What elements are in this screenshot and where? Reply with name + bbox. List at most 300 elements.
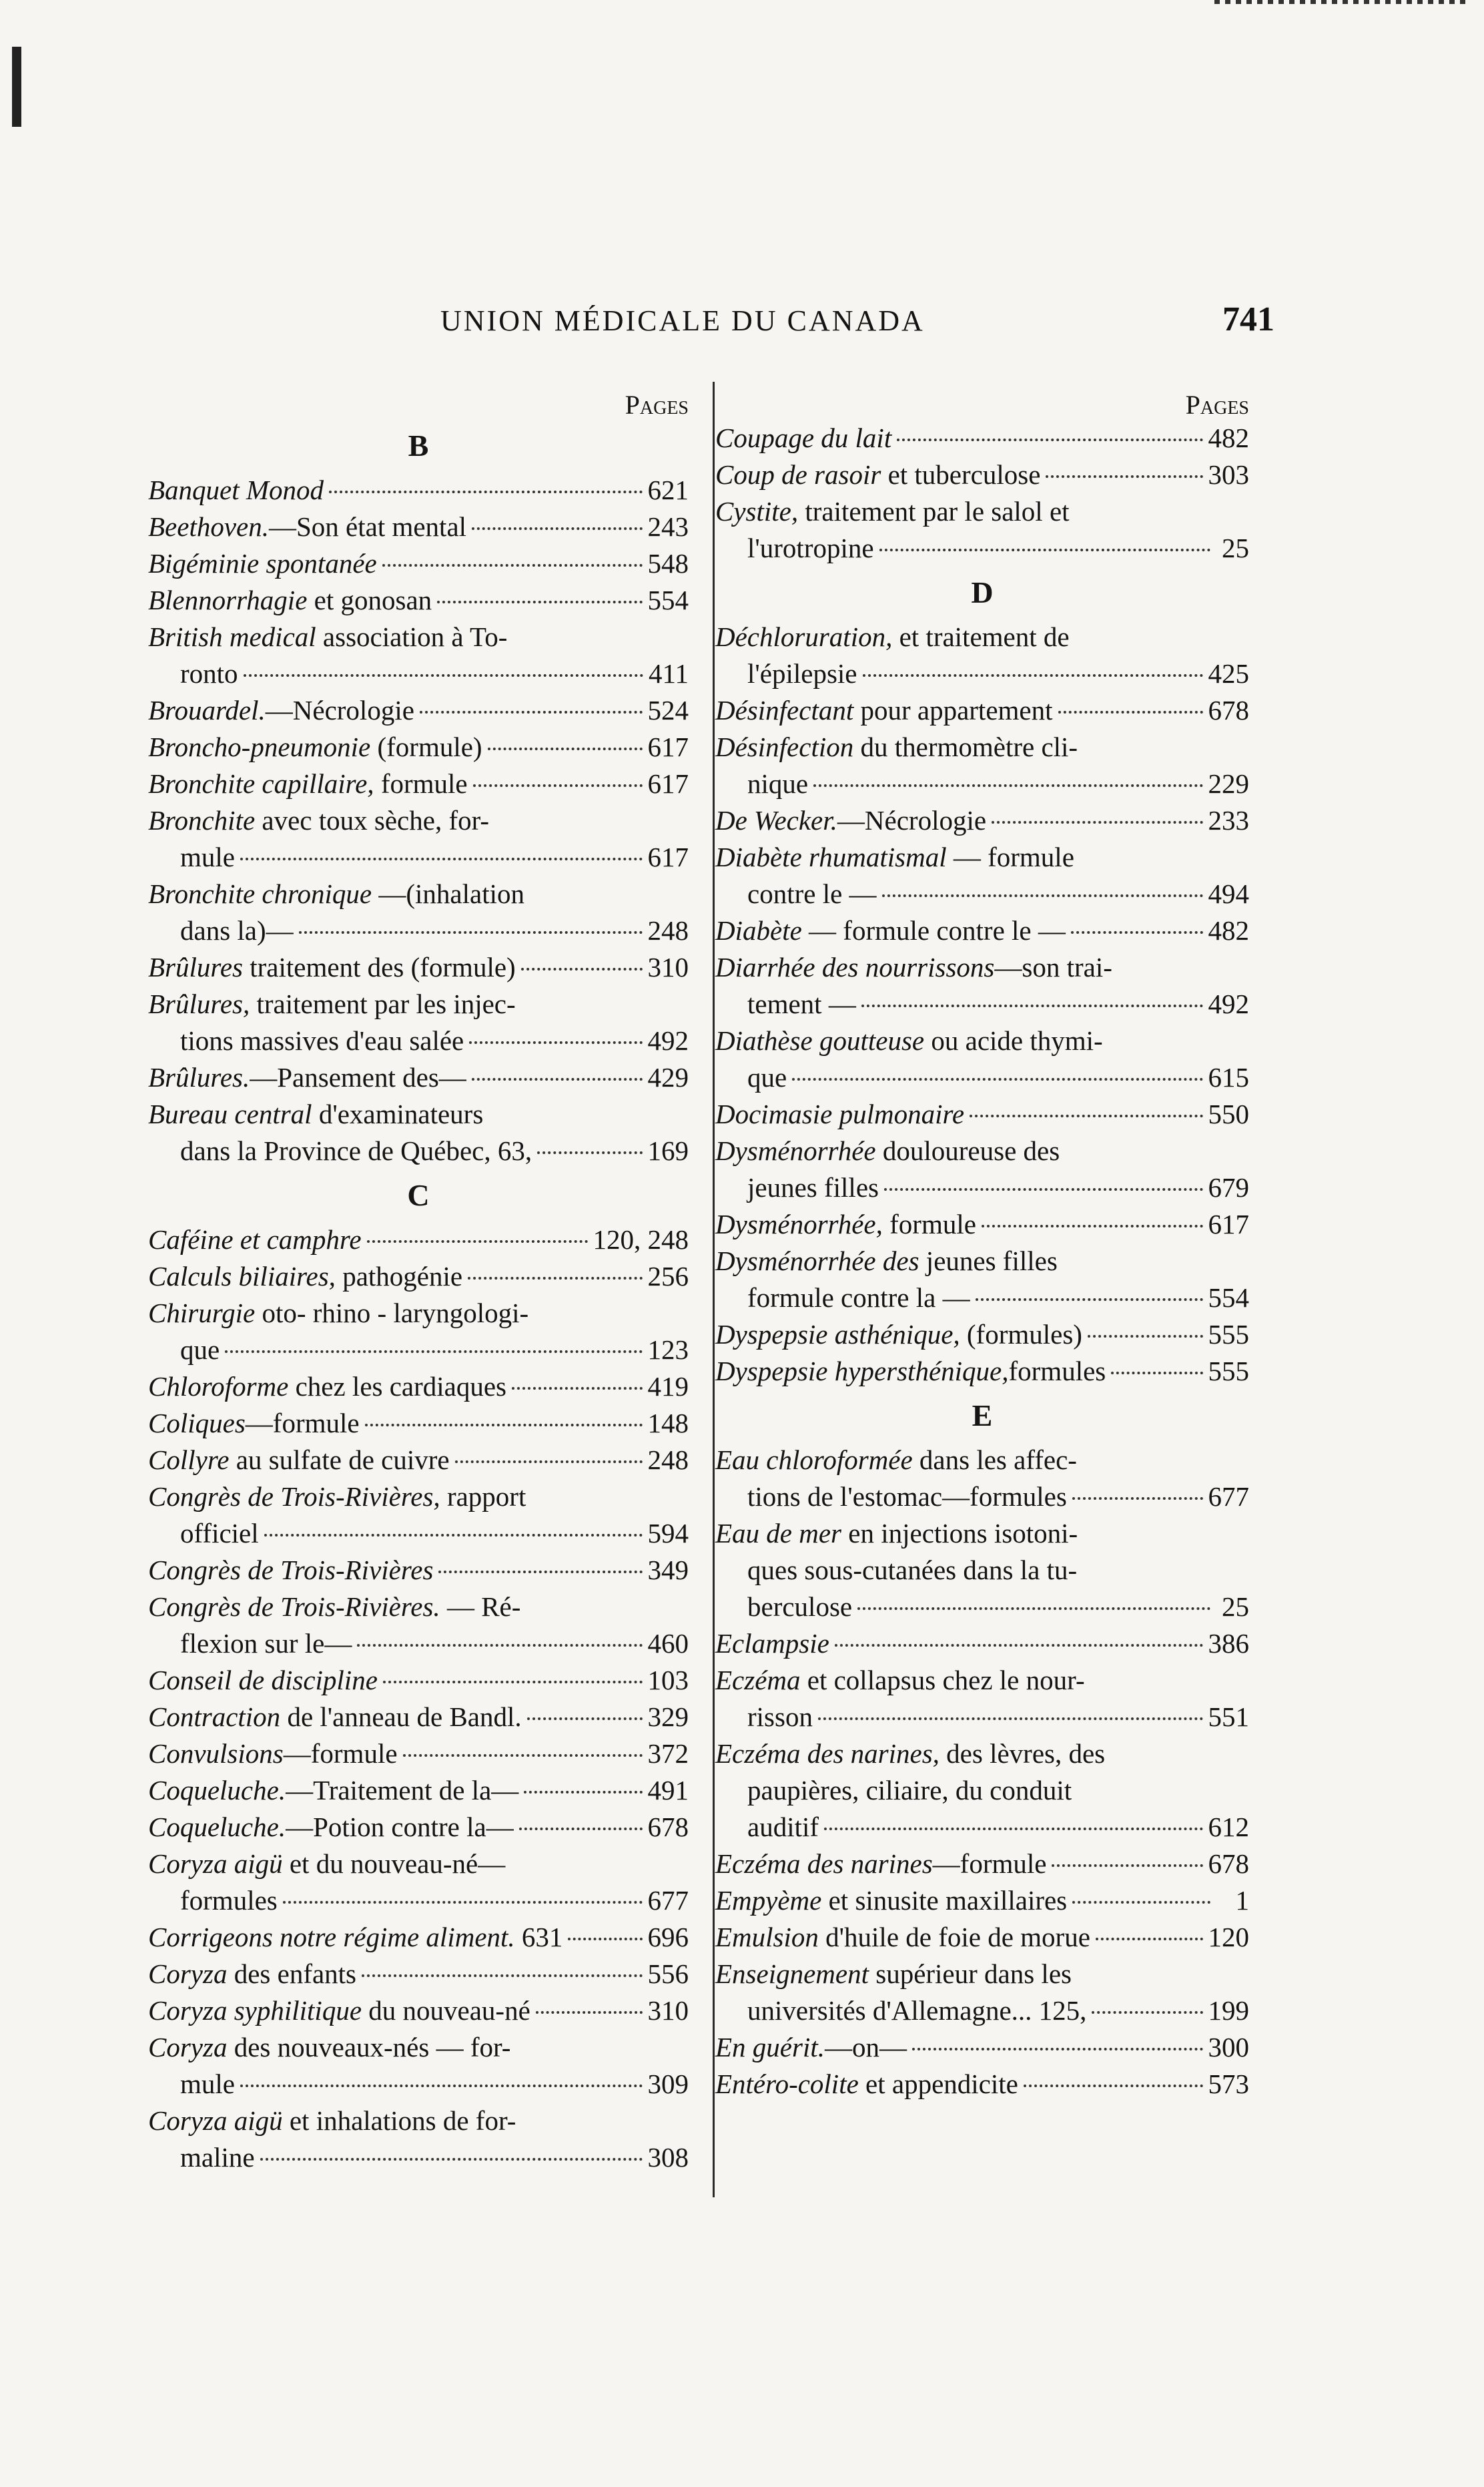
entry-text: jeunes filles: [919, 1246, 1058, 1276]
entry-term: En guérit.: [715, 2032, 825, 2062]
entry-line: [715, 1478, 1249, 1515]
index-entry: [715, 1882, 1249, 1919]
page-ref: 494: [1208, 878, 1249, 909]
entry-text: au sulfate de cuivre: [229, 1444, 450, 1475]
dot-leader: [1052, 1864, 1202, 1867]
entry-text: —Nécrologie: [265, 695, 414, 726]
entry-term: Coryza: [148, 1958, 228, 1989]
entry-line: [148, 619, 689, 655]
entry-line: [148, 729, 689, 766]
index-entry: [148, 766, 689, 802]
page-ref: 199: [1208, 1995, 1249, 2026]
entry-text: flexion sur le—: [180, 1628, 352, 1659]
index-entry: [148, 545, 689, 582]
entry-term: Désinfectant: [715, 695, 854, 726]
index-entry: [715, 420, 1249, 457]
index-entry: [715, 1096, 1249, 1133]
index-entry: [715, 1515, 1249, 1625]
page-ref: 677: [1208, 1481, 1249, 1512]
index-entry: [148, 692, 689, 729]
index-entry: [715, 1353, 1249, 1390]
page-ref: 372: [647, 1738, 689, 1769]
entry-term: Coryza: [148, 2032, 228, 2062]
index-entry: [715, 1662, 1249, 1735]
page-ref: 425: [1208, 658, 1249, 689]
entry-line: [715, 1809, 1249, 1846]
entry-term: Congrès de Trois-Rivières,: [148, 1481, 440, 1512]
entry-text: nique: [747, 768, 809, 799]
index-entry: [148, 729, 689, 766]
entry-line: [715, 493, 1249, 530]
dot-leader: [240, 858, 643, 860]
page-ref: 120, 248: [593, 1224, 689, 1255]
dot-leader: [879, 549, 1210, 551]
entry-line: [148, 2139, 689, 2176]
entry-term: British medical: [148, 621, 316, 652]
entry-text: et du nouveau-né—: [282, 1848, 506, 1879]
entry-text: pour appartement: [853, 695, 1053, 726]
section-letter: D: [971, 575, 994, 609]
entry-term: Eclampsie: [715, 1628, 829, 1659]
entry-line: [715, 1316, 1249, 1353]
index-entry: [148, 1699, 689, 1735]
entry-line: [715, 1515, 1249, 1552]
entry-text: et traitement de: [892, 621, 1070, 652]
index-entry: [715, 2029, 1249, 2066]
entry-term: Docimasie pulmonaire: [715, 1099, 965, 1129]
page-ref: 594: [647, 1518, 689, 1549]
pages-label: Pages: [1185, 390, 1249, 420]
entry-text: paupières, ciliaire, du conduit: [747, 1775, 1072, 1806]
entry-line: [148, 1059, 689, 1096]
entry-text: traitement par les injec-: [250, 989, 516, 1019]
page-ref: 308: [647, 2142, 689, 2173]
dot-leader: [357, 1644, 642, 1647]
dot-leader: [365, 1424, 643, 1426]
page-ref: 556: [647, 1958, 689, 1989]
page-ref: 309: [647, 2068, 689, 2099]
entry-text: (formule): [370, 732, 482, 762]
entry-text: — formule: [946, 842, 1074, 872]
page-ref: 233: [1208, 805, 1249, 836]
entry-text: maline: [180, 2142, 255, 2173]
entry-text: des enfants: [227, 1958, 357, 1989]
index-entry: [148, 802, 689, 876]
entry-text: formule: [882, 1209, 976, 1239]
dot-leader: [225, 1350, 642, 1353]
entry-line: [715, 802, 1249, 839]
entry-term: Eczéma des narines: [715, 1848, 933, 1879]
page-ref: 120: [1208, 1922, 1249, 1952]
page-ref: 548: [647, 548, 689, 579]
entry-term: Chirurgie: [148, 1298, 256, 1328]
entry-text: universités d'Allemagne... 125,: [747, 1995, 1087, 2026]
page-ref: 103: [647, 1665, 689, 1695]
entry-line: [715, 839, 1249, 876]
page-ref: 310: [647, 1995, 689, 2026]
page-ref: 25: [1222, 1591, 1249, 1622]
page-ref: 696: [647, 1922, 689, 1952]
entry-line: [715, 1243, 1249, 1280]
index-entry: [715, 839, 1249, 912]
entry-line: [148, 1258, 689, 1295]
entry-term: Bureau central: [148, 1099, 312, 1129]
index-entry: [715, 1023, 1249, 1096]
entry-text: —(inhalation: [372, 878, 525, 909]
entry-line: [148, 582, 689, 619]
entry-line: [715, 1846, 1249, 1882]
entry-term: Coryza aigü: [148, 2105, 283, 2136]
dot-leader: [884, 1188, 1203, 1191]
index-entry: [148, 1956, 689, 1992]
page-ref: 300: [1208, 2032, 1249, 2062]
entry-line: [715, 1023, 1249, 1059]
dot-leader: [992, 821, 1202, 824]
entry-term: Entéro-colite: [715, 2068, 859, 2099]
entry-text: pathogénie: [335, 1261, 463, 1292]
index-entry: [148, 1846, 689, 1919]
index-entry: [148, 986, 689, 1059]
page-ref: 303: [1208, 459, 1249, 490]
dot-leader: [818, 1717, 1203, 1720]
page-ref: 678: [1208, 1848, 1249, 1879]
entry-text: tions de l'estomac—formules: [747, 1481, 1067, 1512]
entry-text: oto- rhino - laryngologi-: [255, 1298, 529, 1328]
index-entry: [148, 1589, 689, 1662]
dot-leader: [524, 1791, 642, 1793]
entry-text: formule contre la —: [747, 1282, 970, 1313]
entry-line: [148, 802, 689, 839]
dot-leader: [1072, 1901, 1210, 1904]
entry-text: —Son état mental: [268, 511, 467, 542]
entry-term: Diathèse goutteuse: [715, 1025, 925, 1056]
entry-text: l'urotropine: [747, 533, 874, 563]
entry-text: —on—: [824, 2032, 907, 2062]
entry-line: [148, 1368, 689, 1405]
page-ref: 678: [1208, 695, 1249, 726]
entry-line: [148, 1295, 689, 1332]
dot-leader: [882, 894, 1203, 897]
index-entry: [148, 1992, 689, 2029]
entry-line: [148, 876, 689, 912]
index-entry: [715, 1919, 1249, 1956]
index-entry: [148, 949, 689, 986]
index-entry: [148, 1552, 689, 1589]
dot-leader: [813, 784, 1202, 787]
entry-text: d'examinateurs: [312, 1099, 484, 1129]
entry-term: Emulsion: [715, 1922, 819, 1952]
entry-line: [715, 2029, 1249, 2066]
entry-term: Coryza syphilitique: [148, 1995, 362, 2026]
entry-line: [148, 839, 689, 876]
entry-text: que: [180, 1334, 220, 1365]
page-edge-mark: [1214, 0, 1468, 4]
entry-text: ou acide thymi-: [924, 1025, 1103, 1056]
entry-term: Brouardel.: [148, 695, 266, 726]
section-letter: E: [972, 1398, 993, 1432]
dot-leader: [512, 1387, 642, 1390]
entry-term: De Wecker.: [715, 805, 837, 836]
entry-term: Dysménorrhée,: [715, 1209, 883, 1239]
entry-text: —formule: [932, 1848, 1047, 1879]
dot-leader: [260, 2158, 643, 2161]
page-ref: 491: [647, 1775, 689, 1806]
entry-text: berculose: [747, 1591, 853, 1622]
dot-leader: [469, 1041, 642, 1044]
entry-line: [148, 949, 689, 986]
page-ref: 256: [647, 1261, 689, 1292]
index-entry: [148, 1258, 689, 1295]
page-ref: 617: [647, 768, 689, 799]
page-ref: 555: [1208, 1319, 1249, 1350]
entry-term: Coliques: [148, 1408, 246, 1438]
entry-line: [715, 949, 1249, 986]
page-ref: 169: [647, 1135, 689, 1166]
index-entry: [715, 1316, 1249, 1353]
entry-text: formules: [180, 1885, 278, 1916]
entry-text: de l'anneau de Bandl.: [280, 1701, 522, 1732]
dot-leader: [420, 711, 643, 714]
entry-line: [715, 1552, 1249, 1589]
entry-term: Diarrhée des nourrissons: [715, 952, 995, 983]
entry-line: [715, 457, 1249, 493]
entry-text: mule: [180, 2068, 235, 2099]
entry-line: [148, 1772, 689, 1809]
entry-term: Cystite,: [715, 496, 799, 527]
page-ref: 248: [647, 915, 689, 946]
page-ref: 492: [647, 1025, 689, 1056]
index-entry: [715, 949, 1249, 1023]
entry-term: Contraction: [148, 1701, 281, 1732]
dot-leader: [1072, 1497, 1203, 1500]
index-entry: [148, 472, 689, 509]
entry-text: et gonosan: [307, 585, 432, 615]
dot-leader: [362, 1974, 642, 1977]
dot-leader: [1071, 931, 1203, 934]
page-ref: 551: [1208, 1701, 1249, 1732]
journal-title: UNION MÉDICALE DU CANADA: [440, 304, 925, 337]
page-ref: 248: [647, 1444, 689, 1475]
index-column-right: [715, 390, 1249, 2103]
entry-term: Empyème: [715, 1885, 822, 1916]
entry-line: [148, 1625, 689, 1662]
entry-line: [148, 472, 689, 509]
entry-term: Congrès de Trois-Rivières.: [148, 1591, 440, 1622]
entry-line: [715, 420, 1249, 457]
entry-line: [715, 1735, 1249, 1772]
section-letter: B: [408, 429, 429, 463]
entry-term: Brûlures,: [148, 989, 250, 1019]
entry-line: [715, 876, 1249, 912]
entry-line: [148, 1809, 689, 1846]
entry-text: — Ré-: [440, 1591, 521, 1622]
section-letter: C: [407, 1178, 430, 1212]
index-entry: [148, 1919, 689, 1956]
entry-text: auditif: [747, 1812, 819, 1842]
entry-line: [715, 1956, 1249, 1992]
entry-text: officiel: [180, 1518, 259, 1549]
entry-text: mule: [180, 842, 235, 872]
entry-term: Enseignement: [715, 1958, 869, 1989]
index-entry: [715, 802, 1249, 839]
entry-line: [148, 1919, 689, 1956]
index-entry: [148, 1478, 689, 1552]
entry-line: [715, 1059, 1249, 1096]
entry-term: Convulsions: [148, 1738, 284, 1769]
entry-line: [148, 1699, 689, 1735]
entry-text: chez les cardiaques: [288, 1371, 507, 1402]
index-entry: [715, 1243, 1249, 1316]
index-entry: [148, 1096, 689, 1169]
dot-leader: [455, 1460, 643, 1463]
entry-term: Bronchite: [148, 805, 256, 836]
entry-line: [148, 2103, 689, 2139]
page-ref: 555: [1208, 1356, 1249, 1386]
entry-text: en injections isotoni-: [841, 1518, 1078, 1549]
entry-text: que: [747, 1062, 787, 1093]
entry-text: du thermomètre cli-: [853, 732, 1078, 762]
entry-text: dans les affec-: [912, 1444, 1077, 1475]
entry-line: [715, 1992, 1249, 2029]
index-entry: [148, 1295, 689, 1368]
entry-line: [148, 2029, 689, 2066]
dot-leader: [537, 1151, 642, 1154]
page-ref: 612: [1208, 1812, 1249, 1842]
entry-line: [715, 1882, 1249, 1919]
entry-term: Banquet Monod: [148, 475, 324, 505]
dot-leader: [861, 1005, 1203, 1007]
entry-text: —son trai-: [994, 952, 1112, 983]
index-entry: [148, 1059, 689, 1096]
entry-term: Bigéminie spontanée: [148, 548, 377, 579]
entry-line: [148, 1882, 689, 1919]
entry-line: [715, 1169, 1249, 1206]
page-ref: 429: [647, 1062, 689, 1093]
entry-term: Coqueluche.: [148, 1812, 286, 1842]
entry-text: et sinusite maxillaires: [821, 1885, 1068, 1916]
page-ref: 679: [1208, 1172, 1249, 1203]
entry-line: [715, 1206, 1249, 1243]
entry-term: Caféine et camphre: [148, 1224, 362, 1255]
dot-leader: [1111, 1372, 1202, 1374]
index-entry: [715, 2066, 1249, 2103]
entry-term: Coryza aigü: [148, 1848, 283, 1879]
index-entry: [715, 1625, 1249, 1662]
page-ref: 492: [1208, 989, 1249, 1019]
page-header: [440, 300, 1274, 350]
entry-line: [715, 729, 1249, 766]
entry-term: Eau chloroformée: [715, 1444, 913, 1475]
page-ref: 411: [649, 658, 689, 689]
page-ref: 550: [1208, 1099, 1249, 1129]
entry-line: [148, 655, 689, 692]
entry-text: et appendicite: [858, 2068, 1018, 2099]
index-entry: [148, 2103, 689, 2176]
entry-text: formules: [1008, 1356, 1106, 1386]
dot-leader: [472, 1078, 643, 1081]
page-ref: 148: [647, 1408, 689, 1438]
page-ref: 617: [1208, 1209, 1249, 1239]
entry-text: et inhalations de for-: [282, 2105, 516, 2136]
entry-term: Bronchite chronique: [148, 878, 372, 909]
entry-term: Beethoven.: [148, 511, 269, 542]
page-ref: 554: [647, 585, 689, 615]
dot-leader: [897, 439, 1202, 441]
index-entry: [715, 912, 1249, 949]
dot-leader: [521, 968, 643, 971]
entry-text: jeunes filles: [747, 1172, 879, 1203]
entry-term: Congrès de Trois-Rivières: [148, 1555, 434, 1585]
entry-text: supérieur dans les: [868, 1958, 1072, 1989]
entry-line: [148, 912, 689, 949]
entry-line: [148, 1662, 689, 1699]
entry-line: [148, 1023, 689, 1059]
entry-line: [148, 1846, 689, 1882]
entry-term: Calculs biliaires,: [148, 1261, 336, 1292]
page-ref: 460: [647, 1628, 689, 1659]
entry-term: Coupage du lait: [715, 423, 892, 453]
entry-term: Coup de rasoir: [715, 459, 881, 490]
page-ref: 621: [647, 475, 689, 505]
index-entry: [715, 457, 1249, 493]
index-entry: [715, 1442, 1249, 1515]
entry-term: Conseil de discipline: [148, 1665, 378, 1695]
entry-line: [715, 530, 1249, 567]
entry-text: traitement des (formule): [242, 952, 516, 983]
index-entry: [148, 1368, 689, 1405]
page-number: 741: [1222, 300, 1274, 338]
entry-line: [715, 766, 1249, 802]
entry-line: [715, 912, 1249, 949]
entry-line: [715, 1133, 1249, 1169]
page-ref: 617: [647, 732, 689, 762]
entry-line: [148, 1442, 689, 1478]
dot-leader: [519, 1828, 643, 1830]
pages-label: Pages: [625, 390, 689, 420]
page-ref: 615: [1208, 1062, 1249, 1093]
index-entry: [148, 1662, 689, 1699]
dot-leader: [970, 1115, 1202, 1117]
entry-text: d'huile de foie de morue: [818, 1922, 1090, 1952]
index-entry: [148, 619, 689, 692]
dot-leader: [912, 2048, 1203, 2050]
entry-line: [715, 1280, 1249, 1316]
entry-line: [715, 1442, 1249, 1478]
entry-term: Eau de mer: [715, 1518, 842, 1549]
dot-leader: [835, 1644, 1203, 1647]
index-entry: [148, 1405, 689, 1442]
dot-leader: [536, 2011, 643, 2014]
column-divider: [713, 382, 715, 2197]
entry-text: —Potion contre la—: [286, 1812, 514, 1842]
entry-term: Déchloruration,: [715, 621, 893, 652]
index-entry: [148, 1221, 689, 1258]
entry-term: Bronchite capillaire,: [148, 768, 374, 799]
dot-leader: [299, 931, 643, 934]
index-entry: [148, 1442, 689, 1478]
entry-text: douloureuse des: [875, 1135, 1060, 1166]
entry-line: [148, 1332, 689, 1368]
index-entry: [148, 582, 689, 619]
entry-line: [148, 2066, 689, 2103]
entry-term: Dysménorrhée: [715, 1135, 876, 1166]
dot-leader: [824, 1828, 1202, 1830]
index-entry: [715, 692, 1249, 729]
page-ref: 123: [647, 1334, 689, 1365]
entry-line: [148, 1589, 689, 1625]
entry-text: dans la Province de Québec, 63,: [180, 1135, 532, 1166]
entry-term: Collyre: [148, 1444, 230, 1475]
